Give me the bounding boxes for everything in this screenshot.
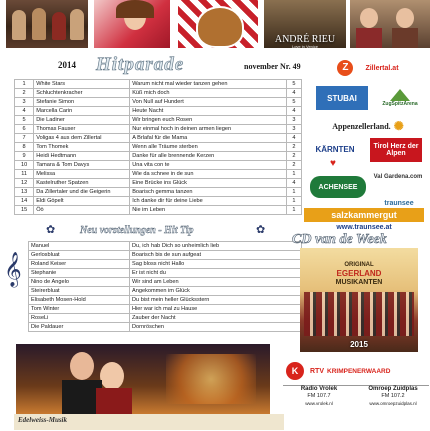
sponsor-traunsee-url-label: www.traunsee.at [336, 223, 392, 231]
hitparade-song-cell: Nur einmal hoch in deinen armen liegen [130, 125, 287, 134]
neu-vorstellungen-row [29, 323, 302, 332]
neu-vorstellungen-song-cell: Du, ich hab Dich so unheimlich lieb [130, 242, 302, 251]
hitparade-artist-cell: Öö [34, 206, 130, 215]
hitparade-song-cell: Nie im Leben [130, 206, 287, 215]
hitparade-row [15, 98, 302, 107]
hitparade-artist-cell: Tamara & Tom Davys [34, 161, 130, 170]
hitparade-prev-cell: 4 [286, 89, 301, 98]
neu-vorstellungen-row [29, 269, 302, 278]
neu-vorstellungen-row [29, 251, 302, 260]
hitparade-artist-cell: Die Ladiner [34, 116, 130, 125]
footer-label: Edelweiss-Musik [18, 416, 68, 424]
hitparade-song-cell: A Brlafal für die Mama [130, 134, 287, 143]
sponsor-stubai-label: STUBAI [327, 93, 357, 103]
sponsor-tirol[interactable] [370, 138, 422, 162]
hitparade-artist-cell: Da Zillertaler und die Geigerin [34, 188, 130, 197]
hitparade-row [15, 206, 302, 215]
cd-cover-band-photo [304, 292, 414, 336]
photo-gingerbread-heart [178, 0, 258, 48]
hitparade-number: Nr. 49 [280, 62, 301, 71]
sponsor-zillertal[interactable] [314, 58, 422, 78]
hitparade-row [15, 161, 302, 170]
hitparade-prev-cell: 2 [286, 152, 301, 161]
sun-icon: ✺ [393, 118, 404, 133]
hitparade-artist-cell: Eldi Göpelt [34, 197, 130, 206]
neu-vorstellungen-heading: Neu vorstellungen - Hit Tip [80, 225, 194, 236]
sponsor-achensee-label: ACHENSEE [318, 183, 358, 191]
omroep-zuidplas[interactable] [357, 386, 429, 408]
neu-vorstellungen-artist-cell: Manuel [29, 242, 130, 251]
sponsor-traunsee[interactable] [376, 198, 422, 208]
sponsor-appenzellerland-label: Appenzellerland. [332, 121, 391, 131]
neu-vorstellungen-song-cell: Dornröschen [130, 323, 302, 332]
hitparade-rank-cell: 15 [15, 206, 34, 215]
neu-vorstellungen-row [29, 305, 302, 314]
hitparade-song-cell: Una vita con te [130, 161, 287, 170]
photo-christmas-couple [16, 344, 270, 414]
hitparade-rank-cell: 8 [15, 143, 34, 152]
radio-vrolek-url: www.vrolek.nl [305, 401, 333, 406]
omroep-zuidplas-freq: FM 107.2 [381, 393, 405, 399]
andre-rieu-caption: ANDRÉ RIEU [274, 34, 336, 45]
neu-vorstellungen-song-cell: Wir sind am Leben [130, 278, 302, 287]
neu-vorstellungen-song-cell: Angekommen im Glück [130, 287, 302, 296]
cd-cover-year: 2015 [350, 340, 368, 349]
hitparade-artist-cell: Voligas 4 aus dem Zillertal [34, 134, 130, 143]
hitparade-year: 2014 [58, 60, 76, 70]
mountain-icon [390, 89, 410, 101]
hitparade-song-cell: Von Null auf Hundert [130, 98, 287, 107]
andre-rieu-subcaption: Love in Venice [291, 44, 319, 48]
neu-vorstellungen-row [29, 242, 302, 251]
hitparade-song-cell: Heute Nacht [130, 107, 287, 116]
hitparade-title: Hitparade [96, 54, 185, 75]
sponsor-appenzellerland[interactable] [314, 116, 422, 136]
hitparade-row [15, 143, 302, 152]
hitparade-artist-cell: Tom Thomek [34, 143, 130, 152]
neu-vorstellungen-artist-cell: Steirerbluat [29, 287, 130, 296]
hitparade-row [15, 107, 302, 116]
hitparade-song-cell: Ich danke dir für deine Liebe [130, 197, 287, 206]
hitparade-row [15, 188, 302, 197]
hitparade-song-cell: Wie da schnee in de sun [130, 170, 287, 179]
neu-vorstellungen-table [28, 241, 302, 332]
photo-singer-woman [94, 0, 170, 48]
hitparade-prev-cell: 3 [286, 125, 301, 134]
hitparade-prev-cell: 2 [286, 161, 301, 170]
sponsor-zugspitzarena[interactable] [378, 84, 422, 112]
hitparade-song-cell: Eine Brücke ins Glück [130, 179, 287, 188]
rtv-logo[interactable] [286, 360, 428, 382]
rtv-name: KRIMPENERWAARD [327, 367, 391, 375]
hitparade-week-label: november [244, 62, 279, 71]
hitparade-rank-cell: 7 [15, 134, 34, 143]
neu-vorstellungen-song-cell: Boarisch bis de sun aufgeat [130, 251, 302, 260]
radio-vrolek-name: Radio Vrolek [300, 386, 338, 392]
omroep-zuidplas-name: Omroep Zuidplas [368, 386, 418, 392]
neu-vorstellungen-row [29, 287, 302, 296]
hitparade-artist-cell: Marcella Carin [34, 107, 130, 116]
radio-vrolek[interactable] [283, 386, 355, 408]
neu-vorstellungen-song-cell: Du bist mein heller Glücksstern [130, 296, 302, 305]
neu-vorstellungen-artist-cell: Stephanie [29, 269, 130, 278]
hitparade-rank-cell: 2 [15, 89, 34, 98]
hitparade-song-cell: Wir bringen euch Rosen [130, 116, 287, 125]
sponsor-traunsee-label: traunsee [384, 199, 414, 207]
sponsor-karnten[interactable] [310, 140, 360, 158]
neu-vorstellungen-artist-cell: RoseLi [29, 314, 130, 323]
hitparade-row [15, 80, 302, 89]
sponsor-val-gardena-label: Val Gardena.com [373, 174, 423, 180]
omroep-zuidplas-url: www.omroepzuidplas.nl [369, 401, 417, 406]
hitparade-song-cell: Küß mich doch [130, 89, 287, 98]
neu-vorstellungen-song-cell: Er ist nicht du [130, 269, 302, 278]
hitparade-rank-cell: 11 [15, 170, 34, 179]
hitparade-prev-cell: 3 [286, 116, 301, 125]
hitparade-artist-cell: Melissa [34, 170, 130, 179]
hitparade-song-cell: Boarisch gemma tanzen [130, 188, 287, 197]
edelweiss-left-icon: ✿ [46, 224, 56, 236]
hitparade-row [15, 170, 302, 179]
sponsor-traunsee-url[interactable] [314, 222, 414, 232]
sponsor-salzkammergut[interactable] [304, 208, 424, 222]
photo-group-lederhosen [6, 0, 88, 48]
hitparade-row [15, 197, 302, 206]
hitparade-rank-cell: 3 [15, 98, 34, 107]
radio-vrolek-freq: FM 107.7 [307, 393, 331, 399]
neu-vorstellungen-artist-cell: Die Paldauer [29, 323, 130, 332]
sponsor-stubai[interactable] [316, 86, 368, 110]
neu-vorstellungen-artist-cell: Roland Keiser [29, 260, 130, 269]
sponsor-karnten-label: KÄRNTEN [315, 144, 355, 154]
hitparade-prev-cell: 1 [286, 197, 301, 206]
neu-vorstellungen-row [29, 260, 302, 269]
hitparade-artist-cell: Kastelruther Spatzen [34, 179, 130, 188]
hitparade-prev-cell: 1 [286, 188, 301, 197]
neu-vorstellungen-artist-cell: Nino de Angelo [29, 278, 130, 287]
hitparade-rank-cell: 13 [15, 188, 34, 197]
footer-strip [14, 414, 284, 430]
rtv-circle-icon: K [286, 362, 304, 380]
hitparade-row [15, 89, 302, 98]
hitparade-artist-cell: Thomas Fauser [34, 125, 130, 134]
neu-vorstellungen-artist-cell: Gerlosbluat [29, 251, 130, 260]
hitparade-row [15, 152, 302, 161]
cd-cover-line3: MUSIKANTEN [335, 279, 383, 286]
neu-vorstellungen-artist-cell: Tom Winter [29, 305, 130, 314]
photo-andre-rieu [264, 0, 346, 48]
hitparade-prev-cell: 4 [286, 107, 301, 116]
cd-cover [300, 248, 418, 352]
hitparade-artist-cell: Stefanie Simon [34, 98, 130, 107]
cd-cover-line2: EGERLAND [336, 269, 382, 278]
neu-vorstellungen-row [29, 296, 302, 305]
karnten-heart-icon: ♥ [330, 158, 336, 169]
sponsor-val-gardena[interactable] [372, 168, 424, 186]
sponsor-salzkammergut-label: salzkammergut [331, 210, 397, 220]
hitparade-rank-cell: 5 [15, 116, 34, 125]
hitparade-rank-cell: 12 [15, 179, 34, 188]
edelweiss-right-icon: ✿ [256, 224, 266, 236]
neu-vorstellungen-song-cell: Hier war ich mal zu Hause [130, 305, 302, 314]
hitparade-rank-cell: 10 [15, 161, 34, 170]
hitparade-prev-cell: 2 [286, 143, 301, 152]
hitparade-artist-cell: Schluchtenkracher [34, 89, 130, 98]
hitparade-artist-cell: Heidi Hedtmann [34, 152, 130, 161]
sponsor-achensee[interactable] [310, 176, 366, 198]
neu-vorstellungen-song-cell: Zauber der Nacht [130, 314, 302, 323]
hitparade-prev-cell: 4 [286, 134, 301, 143]
hitparade-prev-cell: 1 [286, 170, 301, 179]
rtv-label: RTV [310, 367, 324, 375]
hitparade-prev-cell: 1 [286, 206, 301, 215]
hitparade-song-cell: Danke für alle brennende Kerzen [130, 152, 287, 161]
hitparade-song-cell: Wenn alle Träume sterben [130, 143, 287, 152]
neu-vorstellungen-song-cell: Sag bloss nicht Hallo [130, 260, 302, 269]
hitparade-row [15, 134, 302, 143]
hitparade-row [15, 179, 302, 188]
hitparade-artist-cell: White Stars [34, 80, 130, 89]
hitparade-rank-cell: 6 [15, 125, 34, 134]
radio-stations [283, 385, 429, 431]
hitparade-prev-cell: 4 [286, 179, 301, 188]
photo-two-men [350, 0, 430, 48]
zillertal-z-icon: Z [337, 60, 353, 76]
neu-vorstellungen-row [29, 314, 302, 323]
hitparade-table [14, 79, 302, 215]
hitparade-row [15, 116, 302, 125]
hitparade-rank-cell: 14 [15, 197, 34, 206]
cd-of-week-heading: CD van de Week [292, 232, 387, 247]
hitparade-rank-cell: 4 [15, 107, 34, 116]
music-clef-icon: 𝄞 [4, 252, 22, 287]
hitparade-rank-cell: 9 [15, 152, 34, 161]
hitparade-prev-cell: 5 [286, 98, 301, 107]
hitparade-prev-cell: 5 [286, 80, 301, 89]
hitparade-song-cell: Warum nicht mal wieder tanzen gehen [130, 80, 287, 89]
sponsor-tirol-label: Tirol Herz der Alpen [373, 143, 419, 157]
neu-vorstellungen-row [29, 278, 302, 287]
sponsor-zugspitzarena-label: ZugSpitzArena [382, 101, 418, 107]
sponsor-zillertal-label: Zillertal.at [365, 64, 399, 72]
hitparade-rank-cell: 1 [15, 80, 34, 89]
cd-cover-line1: ORIGINAL [344, 262, 374, 268]
neu-vorstellungen-artist-cell: Elisabeth Mosen-Hold [29, 296, 130, 305]
hitparade-row [15, 125, 302, 134]
